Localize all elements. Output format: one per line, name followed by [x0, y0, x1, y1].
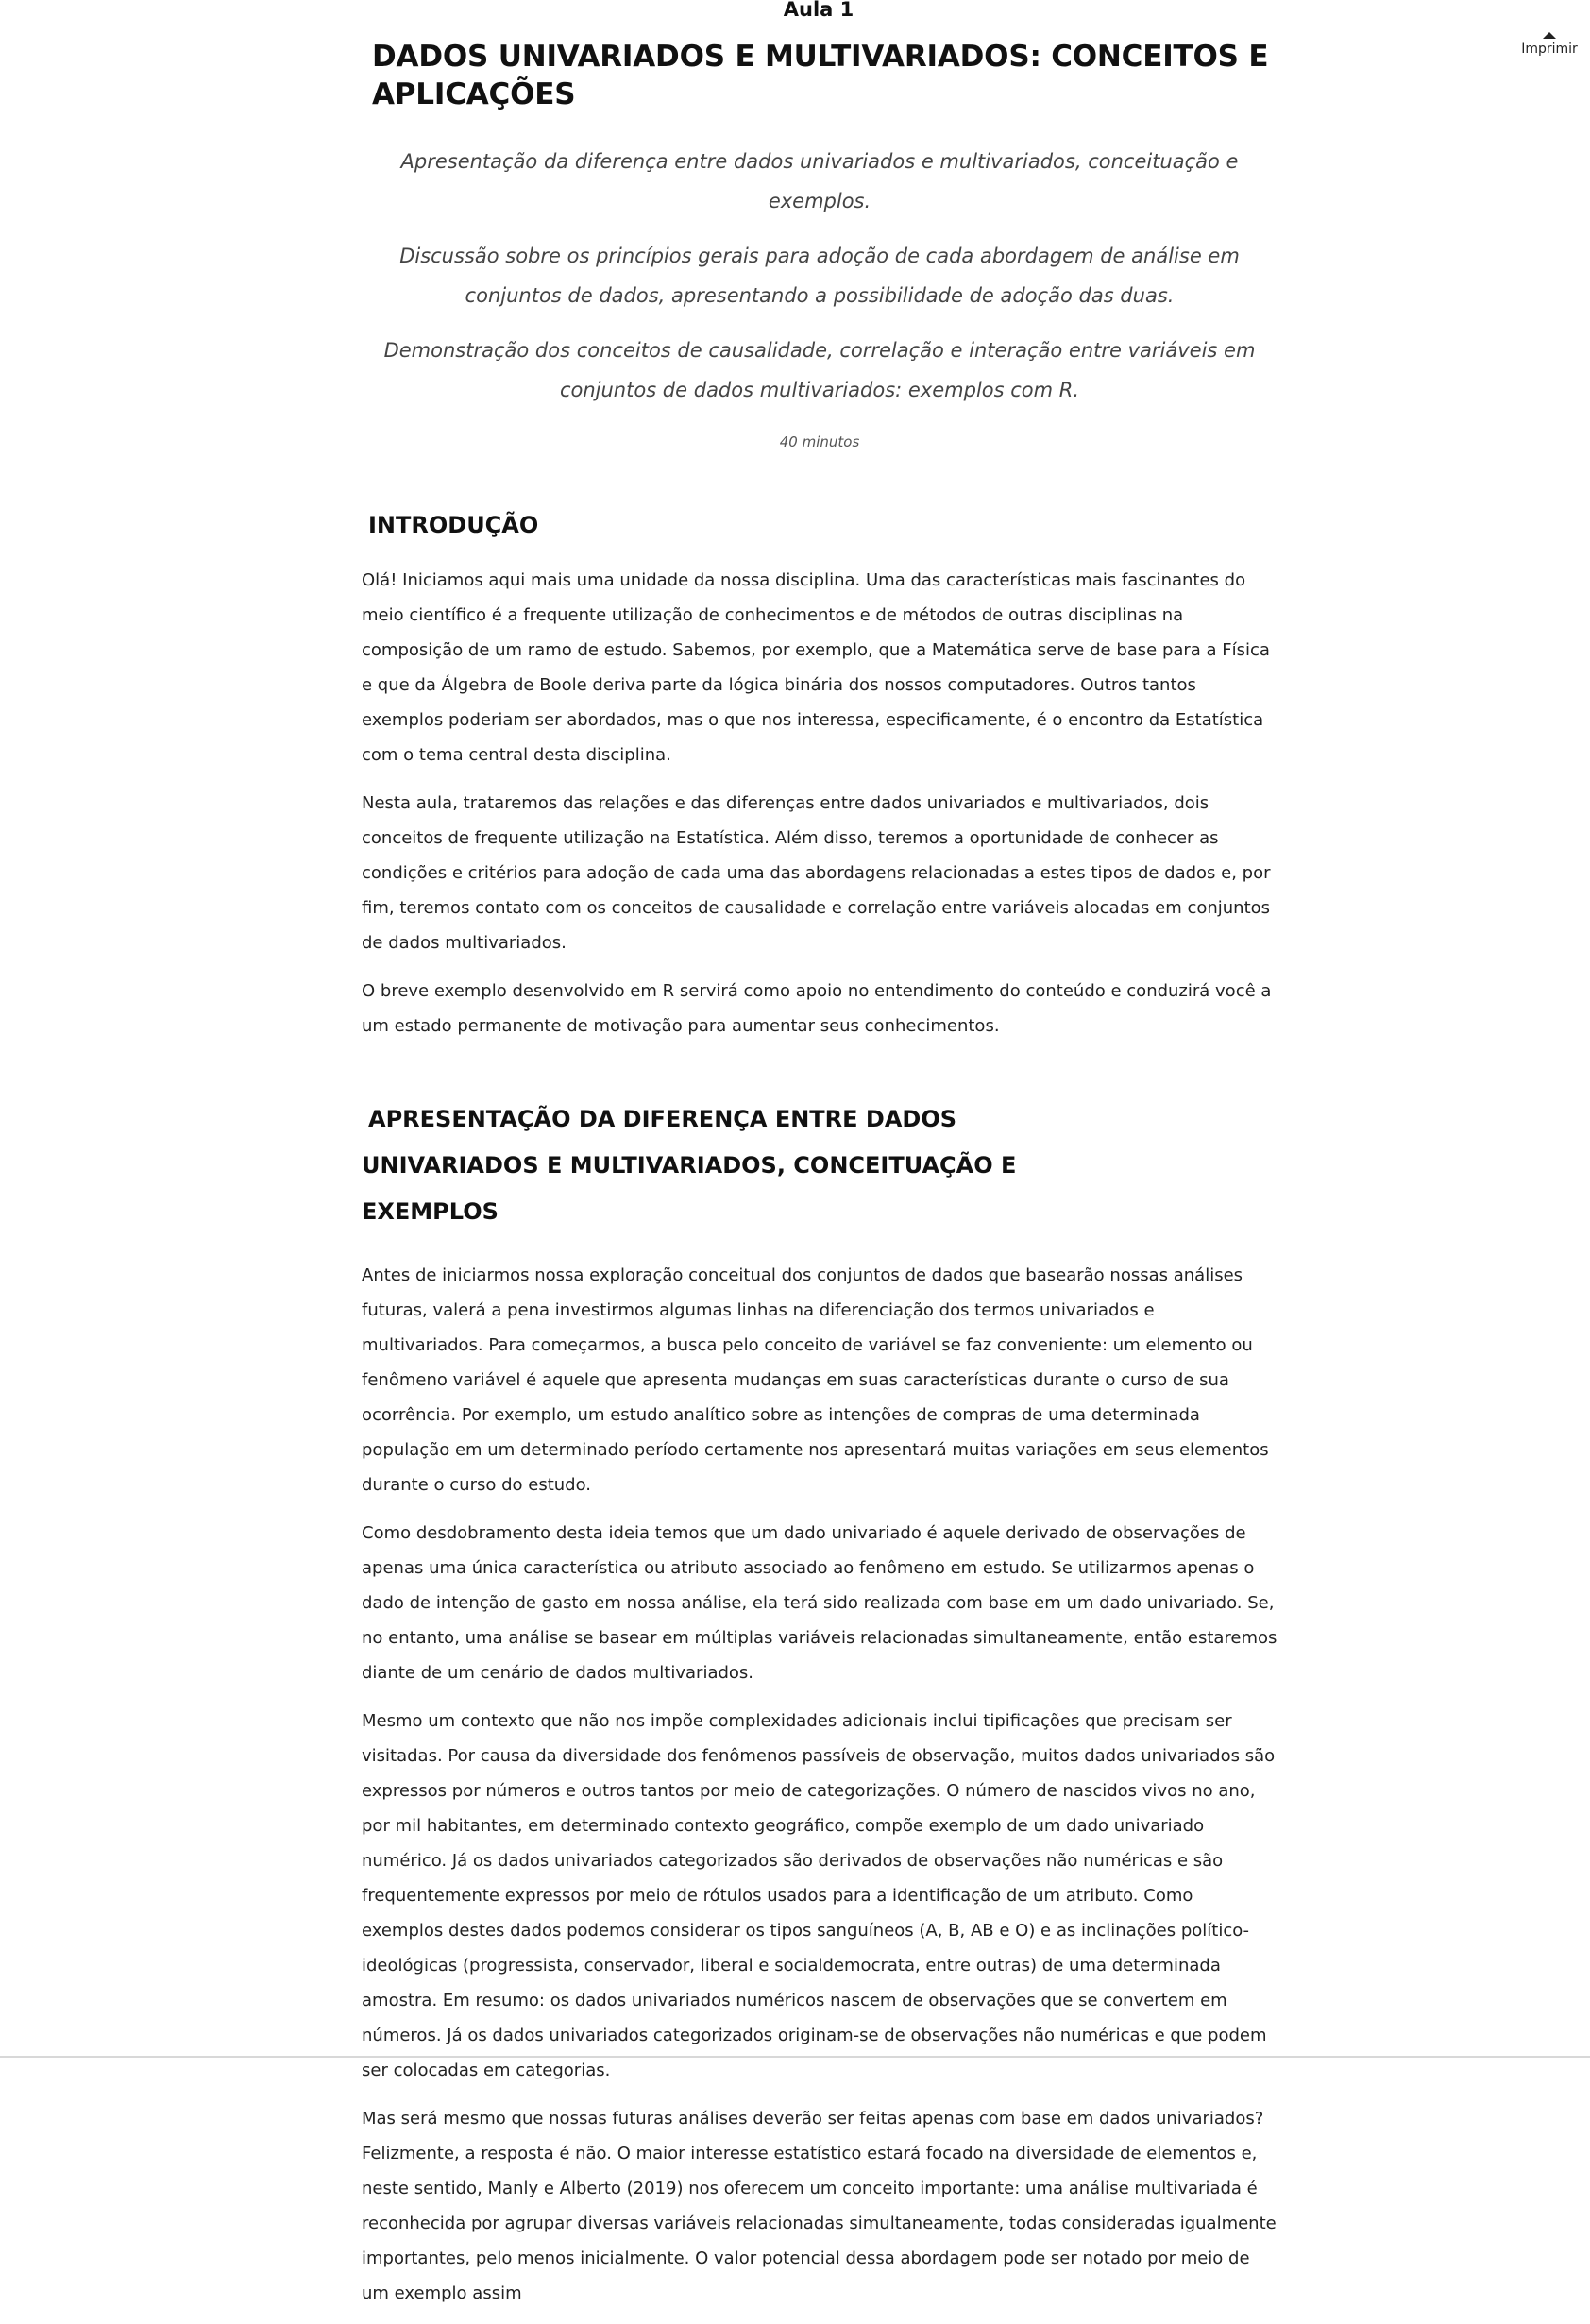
paragraph: Mesmo um contexto que não nos impõe complexidades adicionais inclui tipificações que precisam ser visitadas. Por causa da diversidade dos fenômenos passíveis de observação, muitos dados univariados são expressos por números e outros tantos por meio de categorizações. O número de nascidos vivos no ano, por mil habitantes, em determinado contexto geográfico, compõe exemplo de um dado univariado numérico. Já os dados univariados categorizados são derivados de observações não numéricas e são frequentemente expressos por meio de rótulos usados para a identificação de um atributo. Como exemplos destes dados podemos considerar os tipos sanguíneos (A, B, AB e O) e as inclinações político-ideológicas (progressista, conservador, liberal e socialdemocrata, entre outras) de uma determinada amostra. Em resumo: os dados univariados numéricos nascem de observações que se convertem em números. Já os dados univariados categorizados originam-se de observações não numéricas e que podem ser colocadas em categorias.	[362, 1711, 1276, 2080]
paragraph: Olá! Iniciamos aqui mais uma unidade da nossa disciplina. Uma das características mais fascinantes do meio científico é a frequente utilização de conhecimentos e de métodos de outras disciplinas na composição de um ramo de estudo. Sabemos, por exemplo, que a Matemática serve de base para a Física e que da Álgebra de Boole deriva parte da lógica binária dos nossos computadores. Outros tantos exemplos poderiam ser abordados, mas o que nos interessa, especificamente, é o encontro da Estatística com o tema central desta disciplina.	[362, 570, 1270, 765]
summary-item: Demonstração dos conceitos de causalidade, correlação e interação entre variáveis em conjuntos de dados multivariados: exemplos com R.	[383, 339, 1256, 401]
paragraph: O breve exemplo desenvolvido em R servirá como apoio no entendimento do conteúdo e conduzirá você a um estado permanente de motivação para aumentar seus conhecimentos.	[362, 981, 1272, 1036]
caret-up-icon	[1543, 32, 1556, 39]
paragraph: Nesta aula, trataremos das relações e das diferenças entre dados univariados e multivariados, dois conceitos de frequente utilização na Estatística. Além disso, teremos a oportunidade de conhecer as condições e critérios para adoção de cada uma das abordagens relacionadas a estes tipos de dados e, por fim, teremos contato com os conceitos de causalidade e correlação entre variáveis alocadas em conjuntos de dados multivariados.	[362, 793, 1271, 953]
section-introduction	[362, 510, 1277, 1043]
lesson-label: Aula 1	[783, 0, 854, 21]
paragraph: Antes de iniciarmos nossa exploração conceitual dos conjuntos de dados que basearão nossas análises futuras, valerá a pena investirmos algumas linhas na diferenciação dos termos univariados e multivariados. Para começarmos, a busca pelo conceito de variável se faz conveniente: um elemento ou fenômeno variável é aquele que apresenta mudanças em suas características durante o curso de sua ocorrência. Por exemplo, um estudo analítico sobre as intenções de compras de uma determinada população em um determinado período certamente nos apresentará muitas variações em seus elementos durante o curso do estudo.	[362, 1265, 1269, 1495]
summary-item: Discussão sobre os princípios gerais para adoção de cada abordagem de análise em conjuntos de dados, apresentando a possibilidade de adoção das duas.	[399, 245, 1240, 307]
section-heading-text: APRESENTAÇÃO DA DIFERENÇA ENTRE DADOS UNIVARIADOS E MULTIVARIADOS, CONCEITUAÇÃO E EXEMPLOS	[362, 1106, 1017, 1225]
paragraph: Mas será mesmo que nossas futuras análises deverão ser feitas apenas com base em dados univariados? Felizmente, a resposta é não. O maior interesse estatístico estará focado na diversidade de elementos e, neste sentido, Manly e Alberto (2019) nos oferecem um conceito importante: uma análise multivariada é reconhecida por agrupar diversas variáveis relacionadas simultaneamente, todas consideradas igualmente importantes, pelo menos inicialmente. O valor potencial dessa abordagem pode ser notado por meio de um exemplo assim	[362, 2109, 1277, 2303]
section-univariate-multivariate	[362, 1096, 1277, 2311]
section-heading	[362, 1096, 1136, 1235]
lesson-document	[362, 38, 1277, 2324]
section-heading: INTRODUÇÃO	[368, 512, 539, 538]
summary-item: Apresentação da diferença entre dados univariados e multivariados, conceituação e exemplos.	[400, 150, 1239, 212]
page-divider	[0, 2056, 1590, 2058]
print-button[interactable]	[1515, 32, 1583, 57]
lesson-title: DADOS UNIVARIADOS E MULTIVARIADOS: CONCEITOS E APLICAÇÕES	[372, 40, 1269, 111]
lesson-duration: 40 minutos	[779, 433, 860, 450]
paragraph: Como desdobramento desta ideia temos que um dado univariado é aquele derivado de observações de apenas uma única característica ou atributo associado ao fenômeno em estudo. Se utilizarmos apenas o dado de intenção de gasto em nossa análise, ela terá sido realizada com base em um dado univariado. Se, no entanto, uma análise se basear em múltiplas variáveis relacionadas simultaneamente, então estaremos diante de um cenário de dados multivariados.	[362, 1523, 1277, 1683]
print-label: Imprimir	[1521, 42, 1578, 57]
lesson-summary	[362, 142, 1277, 410]
